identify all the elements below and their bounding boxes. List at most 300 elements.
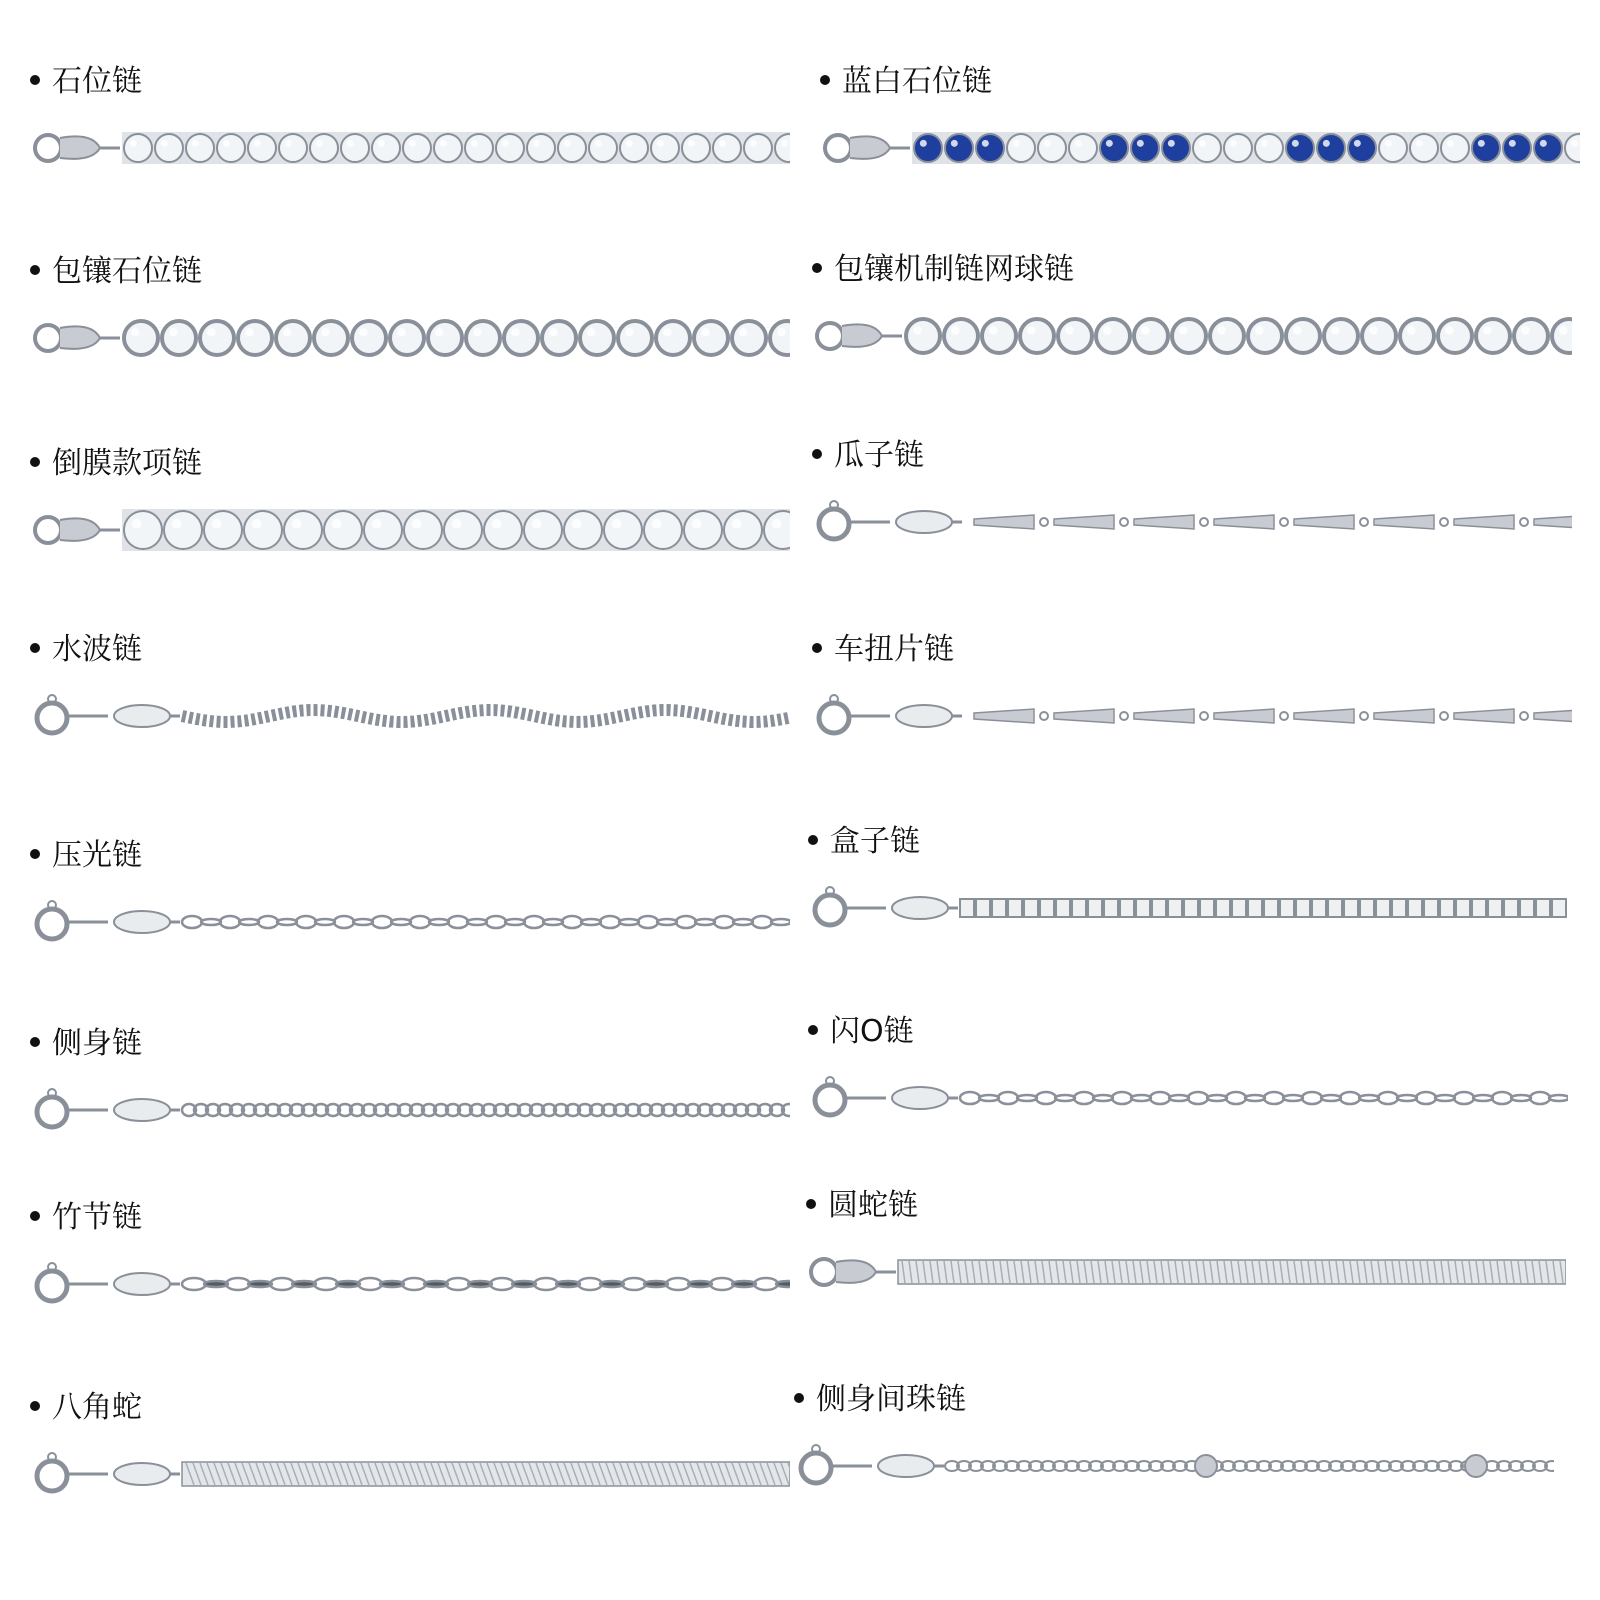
box-link xyxy=(1248,899,1262,917)
chain-drawing xyxy=(30,308,790,372)
stone-highlight xyxy=(739,328,748,337)
chain-link xyxy=(1473,1095,1493,1101)
clasp-tag xyxy=(892,897,948,919)
box-link xyxy=(1328,899,1342,917)
chain-link xyxy=(710,1278,734,1290)
chain-image xyxy=(30,308,790,372)
box-link xyxy=(1152,899,1166,917)
lobster-clasp-icon xyxy=(825,135,910,161)
stone-highlight xyxy=(1323,140,1330,147)
chain-link xyxy=(410,916,430,928)
chain-item xyxy=(806,1186,1566,1316)
box-link xyxy=(1536,899,1550,917)
stone-highlight xyxy=(951,326,960,335)
chain-link xyxy=(201,919,221,925)
stone-icon xyxy=(1162,134,1190,162)
stone-highlight xyxy=(625,328,634,337)
clasp-tag xyxy=(114,1099,170,1121)
stone-highlight xyxy=(1407,326,1416,335)
chain-name: 车扭片链 xyxy=(834,632,954,667)
stone-icon xyxy=(1324,319,1358,353)
chain-drawing xyxy=(30,500,790,564)
box-link xyxy=(1024,899,1038,917)
chain-links xyxy=(182,710,790,722)
seed-link xyxy=(1294,515,1354,529)
stone-icon xyxy=(1224,134,1252,162)
stone-highlight xyxy=(663,328,672,337)
box-link xyxy=(1504,899,1518,917)
chain-link xyxy=(1530,1092,1550,1104)
stone-highlight xyxy=(612,519,622,529)
chain-label xyxy=(794,1380,966,1420)
stone-icon xyxy=(914,134,942,162)
stone-highlight xyxy=(412,519,422,529)
chain-link xyxy=(1226,1092,1246,1104)
chain-link xyxy=(556,1281,580,1287)
stone-highlight xyxy=(1447,140,1454,147)
bullet-icon xyxy=(30,457,40,467)
stone-icon xyxy=(1552,319,1572,353)
chain-label xyxy=(808,822,920,862)
stone-icon xyxy=(1286,134,1314,162)
spring-ring-clasp-icon xyxy=(819,695,962,733)
chain-link xyxy=(600,1281,624,1287)
clasp-body xyxy=(850,136,890,159)
chain-link xyxy=(695,919,715,925)
chain-link xyxy=(578,1278,602,1290)
chain-image xyxy=(794,1436,1554,1500)
stone-highlight xyxy=(564,140,571,147)
chain-link xyxy=(619,919,639,925)
stone-highlight xyxy=(511,328,520,337)
chain-links xyxy=(945,1455,1554,1477)
chain-image xyxy=(30,686,790,750)
stone-icon xyxy=(465,134,493,162)
chain-link xyxy=(182,916,202,928)
chain-name: 包镶石位链 xyxy=(52,254,202,289)
stone-icon xyxy=(324,511,362,549)
chain-link xyxy=(467,919,487,925)
clasp-body xyxy=(836,1260,876,1283)
stone-highlight xyxy=(372,519,382,529)
box-link xyxy=(976,899,990,917)
clasp-tag xyxy=(892,1087,948,1109)
chain-image xyxy=(808,1068,1568,1132)
chain-link xyxy=(732,1281,756,1287)
stone-highlight xyxy=(130,140,137,147)
stone-icon xyxy=(1379,134,1407,162)
seed-link xyxy=(1054,709,1114,723)
stone-icon xyxy=(279,134,307,162)
chain-link xyxy=(1378,1092,1398,1104)
chain-label xyxy=(30,252,202,292)
stone-icon xyxy=(604,511,642,549)
seed-link xyxy=(1454,709,1514,723)
stone-highlight xyxy=(492,519,502,529)
stone-highlight xyxy=(1141,326,1150,335)
chain-link xyxy=(334,916,354,928)
stone-icon xyxy=(1193,134,1221,162)
spring-ring-clasp-icon xyxy=(37,1453,180,1491)
chain-name: 蓝白石位链 xyxy=(842,64,992,99)
box-link xyxy=(1072,899,1086,917)
jump-ring xyxy=(1120,518,1128,526)
spring-ring-clasp-icon xyxy=(815,887,958,925)
box-link xyxy=(1120,899,1134,917)
chain-link xyxy=(581,919,601,925)
stone-icon xyxy=(352,321,386,355)
stone-highlight xyxy=(1137,140,1144,147)
stone-icon xyxy=(1514,319,1548,353)
chain-link xyxy=(1416,1092,1436,1104)
chain-drawing xyxy=(808,1068,1568,1132)
clasp-ring xyxy=(819,509,849,539)
stone-icon xyxy=(466,321,500,355)
stone-highlight xyxy=(1354,140,1361,147)
chain-link xyxy=(562,916,582,928)
stone-icon xyxy=(1286,319,1320,353)
stone-icon xyxy=(564,511,602,549)
chain-link xyxy=(543,919,563,925)
stone-highlight xyxy=(332,519,342,529)
chain-link xyxy=(353,919,373,925)
chain-link xyxy=(204,1281,228,1287)
stone-highlight xyxy=(1416,140,1423,147)
stone-icon xyxy=(656,321,690,355)
stone-icon xyxy=(164,511,202,549)
stone-icon xyxy=(1058,319,1092,353)
stone-highlight xyxy=(1292,140,1299,147)
stone-icon xyxy=(713,134,741,162)
stone-icon xyxy=(1134,319,1168,353)
stone-icon xyxy=(1255,134,1283,162)
spring-ring-clasp-icon xyxy=(37,901,180,939)
stone-icon xyxy=(682,134,710,162)
stone-highlight xyxy=(1293,326,1302,335)
stone-highlight xyxy=(1230,140,1237,147)
chain-item xyxy=(808,1012,1568,1142)
box-link xyxy=(1216,899,1230,917)
stone-highlight xyxy=(132,519,142,529)
lobster-clasp-icon xyxy=(817,323,902,349)
chain-drawing xyxy=(812,492,1572,556)
jump-ring xyxy=(1200,712,1208,720)
box-link xyxy=(1440,899,1454,917)
chain-drawing xyxy=(806,1242,1566,1306)
stone-highlight xyxy=(777,328,786,337)
stone-highlight xyxy=(626,140,633,147)
chain-link xyxy=(1131,1095,1151,1101)
stone-icon xyxy=(124,134,152,162)
stone-icon xyxy=(744,134,772,162)
chain-link xyxy=(1435,1095,1455,1101)
clasp-body xyxy=(842,324,882,347)
chain-link xyxy=(657,919,677,925)
chain-link xyxy=(226,1278,250,1290)
chain-item xyxy=(30,62,790,192)
chain-image xyxy=(30,118,790,182)
stone-icon xyxy=(284,511,322,549)
stone-highlight xyxy=(397,328,406,337)
stone-highlight xyxy=(701,328,710,337)
chain-link xyxy=(782,1104,790,1116)
clasp-loop xyxy=(35,325,61,351)
box-link xyxy=(1088,899,1102,917)
stone-highlight xyxy=(989,326,998,335)
chain-image xyxy=(30,500,790,564)
stone-highlight xyxy=(1385,140,1392,147)
chain-drawing xyxy=(820,118,1580,182)
bullet-icon xyxy=(30,849,40,859)
stone-highlight xyxy=(1369,326,1378,335)
clasp-ring xyxy=(819,703,849,733)
chain-item xyxy=(30,836,790,966)
stone-highlight xyxy=(169,328,178,337)
box-link xyxy=(1376,899,1390,917)
chain-link xyxy=(1454,1092,1474,1104)
stone-highlight xyxy=(587,328,596,337)
chain-link xyxy=(239,919,259,925)
chain-link xyxy=(182,1278,206,1290)
box-link xyxy=(960,899,974,917)
stone-highlight xyxy=(440,140,447,147)
chain-links xyxy=(124,321,790,355)
stone-highlight xyxy=(1571,140,1578,147)
stone-highlight xyxy=(502,140,509,147)
seed-link xyxy=(1134,515,1194,529)
jump-ring xyxy=(1280,518,1288,526)
seed-link xyxy=(1054,515,1114,529)
chain-link xyxy=(644,1281,668,1287)
chain-link xyxy=(429,919,449,925)
chain-links xyxy=(960,1092,1568,1104)
stone-icon xyxy=(372,134,400,162)
stone-highlight xyxy=(212,519,222,529)
chain-label xyxy=(30,1024,142,1064)
stone-highlight xyxy=(595,140,602,147)
stone-highlight xyxy=(321,328,330,337)
box-link xyxy=(1184,899,1198,917)
stone-icon xyxy=(276,321,310,355)
jump-ring xyxy=(1440,518,1448,526)
stone-icon xyxy=(217,134,245,162)
seed-link xyxy=(1374,709,1434,723)
stone-highlight xyxy=(533,140,540,147)
chain-label xyxy=(806,1186,918,1226)
chain-name: 竹节链 xyxy=(52,1200,142,1235)
chain-links xyxy=(182,1104,790,1116)
stone-highlight xyxy=(473,328,482,337)
stone-highlight xyxy=(1199,140,1206,147)
bead-icon xyxy=(1465,1455,1487,1477)
stone-icon xyxy=(204,511,242,549)
stone-icon xyxy=(620,134,648,162)
chain-image xyxy=(30,1080,790,1144)
box-link xyxy=(1456,899,1470,917)
stone-icon xyxy=(644,511,682,549)
stone-icon xyxy=(1410,134,1438,162)
chain-name: 侧身间珠链 xyxy=(816,1382,966,1417)
chain-label xyxy=(812,436,924,476)
chain-image xyxy=(820,118,1580,182)
chain-name: 石位链 xyxy=(52,64,142,99)
stone-icon xyxy=(651,134,679,162)
stone-icon xyxy=(1069,134,1097,162)
stone-icon xyxy=(1400,319,1434,353)
stone-highlight xyxy=(1478,140,1485,147)
bullet-icon xyxy=(30,643,40,653)
chain-link xyxy=(666,1278,690,1290)
chain-links xyxy=(906,319,1572,353)
seed-link xyxy=(1134,709,1194,723)
chain-item xyxy=(820,62,1580,192)
clasp-loop xyxy=(35,517,61,543)
snake-body xyxy=(182,1462,790,1486)
stone-icon xyxy=(428,321,462,355)
stone-highlight xyxy=(1540,140,1547,147)
stone-highlight xyxy=(1559,326,1568,335)
chain-drawing xyxy=(30,892,790,956)
chain-link xyxy=(733,919,753,925)
jump-ring xyxy=(1040,518,1048,526)
chain-item xyxy=(30,1388,790,1518)
chain-link xyxy=(292,1281,316,1287)
chain-label xyxy=(812,250,1074,290)
lobster-clasp-icon xyxy=(811,1259,896,1285)
chain-link xyxy=(468,1281,492,1287)
chain-drawing xyxy=(30,1080,790,1144)
stone-highlight xyxy=(207,328,216,337)
stone-icon xyxy=(484,511,522,549)
chain-link xyxy=(1150,1092,1170,1104)
chain-item xyxy=(808,822,1568,952)
chain-link xyxy=(391,919,411,925)
chain-link xyxy=(358,1278,382,1290)
stone-icon xyxy=(945,134,973,162)
stone-icon xyxy=(558,134,586,162)
chain-item xyxy=(30,1198,790,1328)
chain-drawing xyxy=(812,306,1572,370)
seed-link xyxy=(1214,709,1274,723)
stone-highlight xyxy=(1483,326,1492,335)
stone-highlight xyxy=(1168,140,1175,147)
box-link xyxy=(1472,899,1486,917)
chain-link xyxy=(1207,1095,1227,1101)
chain-link xyxy=(505,919,525,925)
box-link xyxy=(1488,899,1502,917)
stone-highlight xyxy=(982,140,989,147)
stone-highlight xyxy=(719,140,726,147)
stone-highlight xyxy=(1331,326,1340,335)
stone-icon xyxy=(124,511,162,549)
chain-image xyxy=(30,892,790,956)
chain-link xyxy=(1511,1095,1531,1101)
stone-icon xyxy=(1503,134,1531,162)
stone-icon xyxy=(1096,319,1130,353)
stone-icon xyxy=(310,134,338,162)
chain-name: 压光链 xyxy=(52,838,142,873)
seed-link xyxy=(1374,515,1434,529)
chain-image xyxy=(30,1254,790,1318)
stone-icon xyxy=(1438,319,1472,353)
chain-item xyxy=(812,250,1572,380)
stone-highlight xyxy=(732,519,742,529)
chain-link xyxy=(1188,1092,1208,1104)
stone-highlight xyxy=(1065,326,1074,335)
chain-link xyxy=(1492,1092,1512,1104)
chain-link xyxy=(1321,1095,1341,1101)
stone-highlight xyxy=(316,140,323,147)
box-link xyxy=(1168,899,1182,917)
chain-link xyxy=(752,916,772,928)
chain-name: 侧身链 xyxy=(52,1026,142,1061)
clasp-ring xyxy=(37,1271,67,1301)
stone-icon xyxy=(496,134,524,162)
chain-link xyxy=(1397,1095,1417,1101)
clasp-ring xyxy=(37,909,67,939)
stone-icon xyxy=(770,321,790,355)
chain-link xyxy=(1264,1092,1284,1104)
stone-icon xyxy=(1172,319,1206,353)
stone-icon xyxy=(1248,319,1282,353)
stone-icon xyxy=(341,134,369,162)
jump-ring xyxy=(1280,712,1288,720)
box-link xyxy=(1520,899,1534,917)
bullet-icon xyxy=(30,1037,40,1047)
stone-highlight xyxy=(657,140,664,147)
stone-icon xyxy=(1476,319,1510,353)
stone-highlight xyxy=(254,140,261,147)
stone-highlight xyxy=(1075,140,1082,147)
chain-link xyxy=(1093,1095,1113,1101)
chain-link xyxy=(277,919,297,925)
stone-highlight xyxy=(471,140,478,147)
box-link xyxy=(1296,899,1310,917)
wave-strand xyxy=(182,710,790,722)
stone-highlight xyxy=(1445,326,1454,335)
clasp-ring xyxy=(815,895,845,925)
chain-item xyxy=(30,1024,790,1154)
stone-highlight xyxy=(781,140,788,147)
stone-highlight xyxy=(913,326,922,335)
stone-icon xyxy=(1007,134,1035,162)
stone-icon xyxy=(444,511,482,549)
clasp-tag xyxy=(114,911,170,933)
chain-link xyxy=(979,1095,999,1101)
chain-label xyxy=(812,630,954,670)
stone-highlight xyxy=(223,140,230,147)
seed-link xyxy=(1214,515,1274,529)
spring-ring-clasp-icon xyxy=(37,1263,180,1301)
chain-links xyxy=(182,1462,790,1486)
bullet-icon xyxy=(812,449,822,459)
stone-icon xyxy=(434,134,462,162)
seed-link xyxy=(1534,709,1572,723)
box-link xyxy=(1264,899,1278,917)
chain-drawing xyxy=(812,686,1572,750)
chain-name: 八角蛇 xyxy=(52,1390,142,1425)
clasp-tag xyxy=(114,1273,170,1295)
lobster-clasp-icon xyxy=(35,517,120,543)
chain-link xyxy=(600,916,620,928)
stone-icon xyxy=(1317,134,1345,162)
stone-icon xyxy=(524,511,562,549)
stone-icon xyxy=(162,321,196,355)
chain-drawing xyxy=(30,118,790,182)
chain-links xyxy=(122,509,790,551)
chain-link xyxy=(960,1092,980,1104)
chain-link xyxy=(1340,1092,1360,1104)
